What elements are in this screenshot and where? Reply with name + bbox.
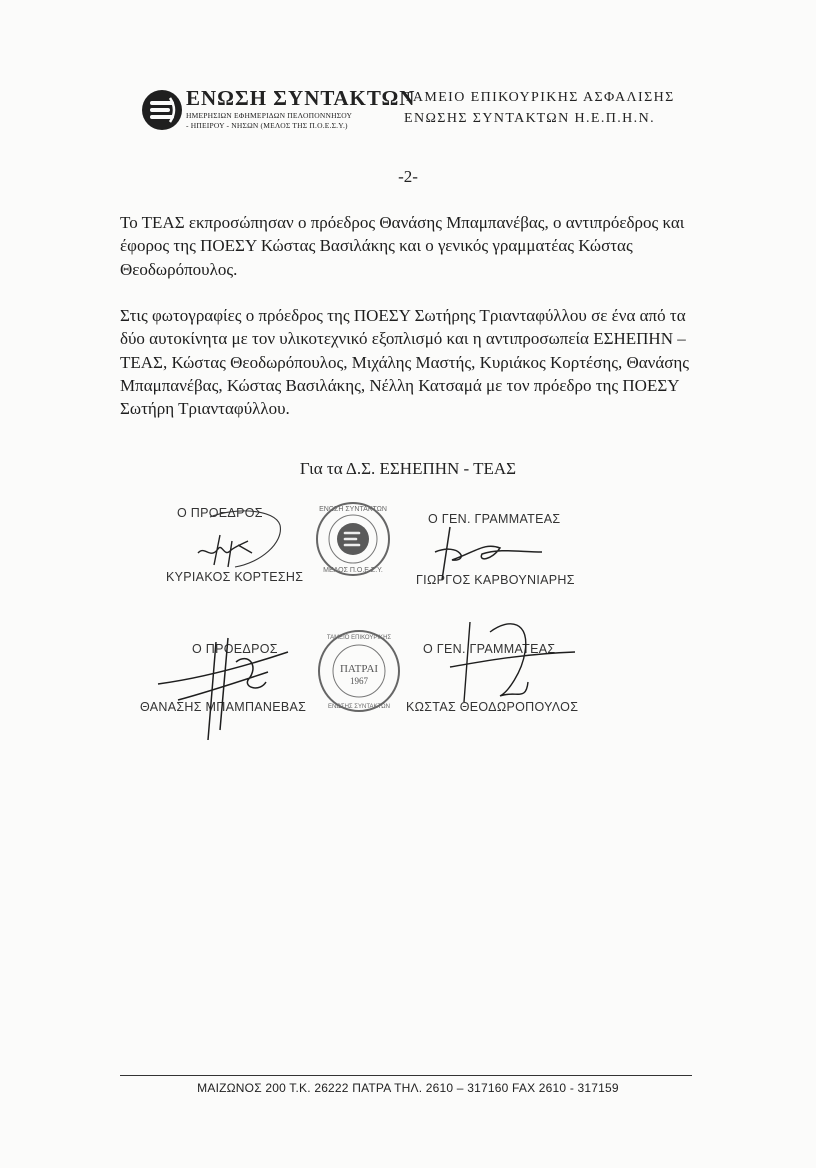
svg-text:ΕΝΩΣΗΣ ΣΥΝΤΑΚΤΩΝ: ΕΝΩΣΗΣ ΣΥΝΤΑΚΤΩΝ bbox=[328, 704, 390, 710]
fund-name-line1: ΤΑΜΕΙΟ ΕΠΙΚΟΥΡΙΚΗΣ ΑΣΦΑΛΙΣΗΣ bbox=[404, 90, 675, 105]
page-number: -2- bbox=[398, 167, 418, 186]
president-name-2: ΘΑΝΑΣΗΣ ΜΠΑΜΠΑΝΕΒΑΣ bbox=[140, 700, 307, 714]
union-stamp bbox=[314, 500, 392, 578]
union-logo bbox=[140, 86, 416, 136]
president-name-1: ΚΥΡΙΑΚΟΣ ΚΟΡΤΕΣΗΣ bbox=[166, 570, 304, 584]
fund-name bbox=[404, 87, 675, 129]
stamp-city: ΠΑΤΡΑΙ bbox=[339, 663, 379, 675]
logo-title: ΕΝΩΣΗ ΣΥΝΤΑΚΤΩΝ bbox=[186, 86, 416, 110]
president-role-label-1: Ο ΠΡΟΕΔΡΟΣ bbox=[177, 506, 263, 520]
secretary-role-label-1: Ο ΓΕΝ. ΓΡΑΜΜΑΤΕΑΣ bbox=[428, 512, 561, 526]
president-role-label-2: Ο ΠΡΟΕΔΡΟΣ bbox=[192, 642, 278, 656]
signatures-heading: Για τα Δ.Σ. ΕΣΗΕΠΗΝ - ΤΕΑΣ bbox=[299, 459, 517, 478]
fund-name-line2: ΕΝΩΣΗΣ ΣΥΝΤΑΚΤΩΝ Η.Ε.Π.Η.Ν. bbox=[404, 111, 655, 126]
fund-stamp bbox=[316, 628, 402, 714]
union-emblem-icon bbox=[140, 88, 184, 132]
body-paragraph-1: Το ΤΕΑΣ εκπροσώπησαν ο πρόεδρος Θανάσης Μπαμπανέβας, ο αντιπρόεδρος και έφορος της ΠΟΕΣΥ Κώστας Βασιλάκης και ο γενικός γραμματέας Κώστας Θεοδωρόπουλος. bbox=[120, 213, 685, 279]
president-signature-1 bbox=[180, 505, 290, 580]
secretary-name-2: ΚΩΣΤΑΣ ΘΕΟΔΩΡΟΠΟΥΛΟΣ bbox=[406, 700, 579, 714]
footer-address: ΜΑΙΖΩΝΟΣ 200 Τ.Κ. 26222 ΠΑΤΡΑ ΤΗΛ. 2610 – 317160 FAX 2610 - 317159 bbox=[197, 1081, 619, 1095]
logo-subtitle-line1: ΗΜΕΡΗΣΙΩΝ ΕΦΗΜΕΡΙΔΩΝ ΠΕΛΟΠΟΝΝΗΣΟΥ bbox=[186, 111, 353, 120]
svg-text:ΜΕΛΟΣ Π.Ο.Ε.Σ.Υ.: ΜΕΛΟΣ Π.Ο.Ε.Σ.Υ. bbox=[323, 567, 383, 574]
svg-text:ΤΑΜΕΙΟ ΕΠΙΚΟΥΡΙΚΗΣ: ΤΑΜΕΙΟ ΕΠΙΚΟΥΡΙΚΗΣ bbox=[326, 635, 392, 641]
secretary-signature-1 bbox=[430, 522, 550, 582]
footer-divider bbox=[120, 1075, 692, 1076]
logo-subtitle-line2: - ΗΠΕΙΡΟΥ - ΝΗΣΩΝ (ΜΕΛΟΣ ΤΗΣ Π.Ο.Ε.Σ.Υ.) bbox=[186, 121, 348, 130]
secretary-signature-2 bbox=[430, 612, 580, 712]
body-paragraph-2: Στις φωτογραφίες ο πρόεδρος της ΠΟΕΣΥ Σωτήρης Τριανταφύλλου σε ένα από τα δύο αυτοκίνητα με τον υλικοτεχνικό εξοπλισμό και η αντιπροσωπεία ΕΣΗΕΠΗΝ – ΤΕΑΣ, Κώστας Θεοδωρόπουλος, Μιχάλης Μαστής, Κυριάκος Κορτέσης, Θανάσης Μπαμπανέβας, Κώστας Βασιλάκης, Νέλλη Κατσαμά με τον πρόεδρο της ΠΟΕΣΥ Σωτήρη Τριανταφύλλου. bbox=[120, 306, 690, 419]
secretary-role-label-2: Ο ΓΕΝ. ΓΡΑΜΜΑΤΕΑΣ bbox=[423, 642, 556, 656]
stamp-year: 1967 bbox=[350, 676, 368, 686]
svg-text:ΕΝΩΣΗ ΣΥΝΤΑΚΤΩΝ: ΕΝΩΣΗ ΣΥΝΤΑΚΤΩΝ bbox=[319, 506, 387, 513]
secretary-name-1: ΓΙΩΡΓΟΣ ΚΑΡΒΟΥΝΙΑΡΗΣ bbox=[416, 573, 575, 587]
president-signature-2 bbox=[148, 622, 298, 742]
